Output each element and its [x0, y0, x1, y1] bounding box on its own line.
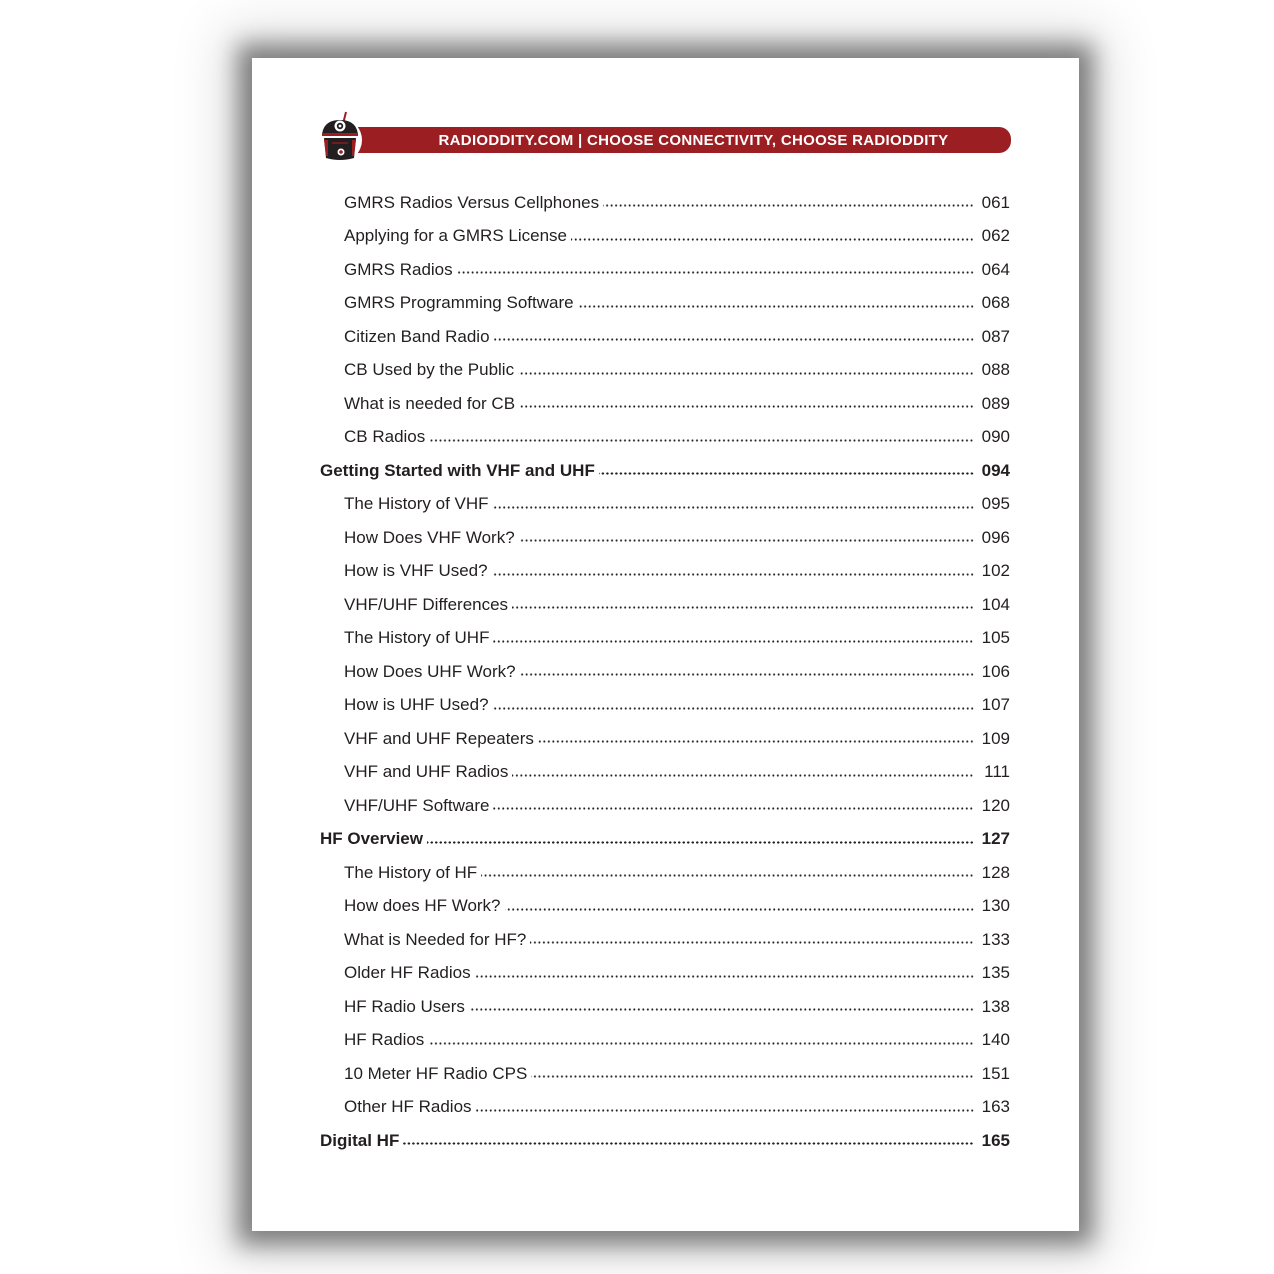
toc-entry-title: GMRS Radios — [344, 259, 453, 279]
toc-entry-title: How does HF Work? — [344, 896, 501, 916]
document-page — [252, 58, 1079, 1231]
dot-leader — [520, 673, 974, 676]
toc-section-entry[interactable] — [320, 320, 1010, 354]
dot-leader — [403, 1142, 974, 1145]
dot-leader — [457, 271, 974, 274]
toc-entry-title: GMRS Radios Versus Cellphones — [344, 192, 600, 212]
dot-leader — [505, 908, 974, 911]
toc-entry-page-number: 105 — [981, 628, 1010, 648]
dot-leader — [475, 975, 974, 978]
toc-section-entry[interactable] — [320, 253, 1010, 287]
toc-entry-title: Citizen Band Radio — [344, 326, 490, 346]
toc-section-entry[interactable] — [320, 1024, 1010, 1058]
toc-section-entry[interactable] — [320, 923, 1010, 957]
toc-section-entry[interactable] — [320, 186, 1010, 220]
toc-entry-page-number: 130 — [981, 896, 1010, 916]
toc-section-entry[interactable] — [320, 655, 1010, 689]
toc-entry-title: Older HF Radios — [344, 963, 471, 983]
toc-entry-title: HF Radio Users — [344, 996, 465, 1016]
dot-leader — [530, 941, 974, 944]
dot-leader — [469, 1008, 974, 1011]
radioddity-robot-logo-icon — [318, 110, 366, 162]
toc-section-entry[interactable] — [320, 756, 1010, 790]
toc-entry-page-number: 151 — [981, 1063, 1010, 1083]
dot-leader — [493, 807, 974, 810]
toc-entry-page-number: 090 — [981, 427, 1010, 447]
toc-section-entry[interactable] — [320, 689, 1010, 723]
toc-entry-page-number: 094 — [981, 460, 1010, 480]
toc-entry-title: How Does VHF Work? — [344, 527, 515, 547]
toc-entry-title: VHF/UHF Software — [344, 795, 490, 815]
dot-leader — [518, 372, 974, 375]
toc-entry-title: Getting Started with VHF and UHF — [320, 460, 595, 480]
dot-leader — [476, 1109, 974, 1112]
toc-entry-page-number: 107 — [981, 695, 1010, 715]
dot-leader — [538, 740, 974, 743]
toc-chapter-entry[interactable] — [320, 1124, 1010, 1158]
toc-entry-page-number: 062 — [981, 226, 1010, 246]
toc-section-entry[interactable] — [320, 354, 1010, 388]
dot-leader — [493, 707, 974, 710]
toc-entry-page-number: 106 — [981, 661, 1010, 681]
toc-entry-page-number: 165 — [981, 1130, 1010, 1150]
dot-leader — [493, 640, 974, 643]
toc-section-entry[interactable] — [320, 555, 1010, 589]
toc-section-entry[interactable] — [320, 722, 1010, 756]
dot-leader — [481, 874, 974, 877]
toc-section-entry[interactable] — [320, 287, 1010, 321]
toc-chapter-entry[interactable] — [320, 823, 1010, 857]
dot-leader — [493, 506, 974, 509]
toc-entry-title: HF Overview — [320, 829, 423, 849]
toc-entry-title: VHF and UHF Repeaters — [344, 728, 534, 748]
toc-entry-title: Applying for a GMRS License — [344, 226, 567, 246]
toc-entry-title: Digital HF — [320, 1130, 400, 1150]
toc-entry-title: VHF and UHF Radios — [344, 762, 509, 782]
toc-entry-page-number: 087 — [981, 326, 1010, 346]
toc-section-entry[interactable] — [320, 890, 1010, 924]
toc-entry-page-number: 095 — [981, 494, 1010, 514]
toc-entry-title: How Does UHF Work? — [344, 661, 516, 681]
dot-leader — [578, 305, 974, 308]
toc-section-entry[interactable] — [320, 1057, 1010, 1091]
toc-section-entry[interactable] — [320, 1091, 1010, 1125]
toc-entry-title: What is needed for CB — [344, 393, 516, 413]
toc-entry-title: Other HF Radios — [344, 1097, 472, 1117]
toc-entry-title: GMRS Programming Software — [344, 293, 574, 313]
dot-leader — [429, 439, 974, 442]
toc-entry-page-number: 102 — [981, 561, 1010, 581]
toc-entry-page-number: 111 — [984, 762, 1010, 782]
dot-leader — [494, 338, 974, 341]
dot-leader — [531, 1075, 974, 1078]
toc-entry-title: HF Radios — [344, 1030, 425, 1050]
toc-chapter-entry[interactable] — [320, 454, 1010, 488]
toc-entry-page-number: 140 — [981, 1030, 1010, 1050]
toc-entry-page-number: 109 — [981, 728, 1010, 748]
dot-leader — [571, 238, 974, 241]
toc-entry-title: CB Used by the Public — [344, 360, 515, 380]
page-header — [318, 110, 1018, 162]
toc-entry-page-number: 138 — [981, 996, 1010, 1016]
toc-entry-page-number: 089 — [981, 393, 1010, 413]
toc-entry-page-number: 120 — [981, 795, 1010, 815]
toc-entry-page-number: 061 — [981, 192, 1010, 212]
toc-entry-title: VHF/UHF Differences — [344, 594, 509, 614]
toc-entry-page-number: 163 — [981, 1097, 1010, 1117]
toc-entry-page-number: 127 — [981, 829, 1010, 849]
header-banner — [358, 127, 1011, 153]
toc-section-entry[interactable] — [320, 990, 1010, 1024]
toc-section-entry[interactable] — [320, 387, 1010, 421]
toc-entry-title: What is Needed for HF? — [344, 929, 527, 949]
banner-text: RADIODDITY.COM | CHOOSE CONNECTIVITY, CHOOSE RADIODDITY — [438, 131, 949, 149]
toc-section-entry[interactable] — [320, 488, 1010, 522]
toc-entry-title: How is VHF Used? — [344, 561, 488, 581]
toc-entry-title: How is UHF Used? — [344, 695, 489, 715]
toc-entry-page-number: 128 — [981, 862, 1010, 882]
toc-section-entry[interactable] — [320, 622, 1010, 656]
dot-leader — [603, 204, 974, 207]
dot-leader — [512, 606, 974, 609]
toc-section-entry[interactable] — [320, 220, 1010, 254]
toc-section-entry[interactable] — [320, 521, 1010, 555]
toc-section-entry[interactable] — [320, 789, 1010, 823]
dot-leader — [519, 405, 974, 408]
toc-entry-page-number: 135 — [981, 963, 1010, 983]
dot-leader — [427, 841, 974, 844]
toc-entry-title: 10 Meter HF Radio CPS — [344, 1063, 528, 1083]
toc-entry-page-number: 133 — [981, 929, 1010, 949]
toc-entry-page-number: 088 — [981, 360, 1010, 380]
dot-leader — [428, 1042, 974, 1045]
dot-leader — [512, 774, 974, 777]
toc-entry-page-number: 064 — [981, 259, 1010, 279]
toc-entry-title: The History of UHF — [344, 628, 490, 648]
toc-entry-title: CB Radios — [344, 427, 426, 447]
dot-leader — [599, 472, 974, 475]
toc-entry-page-number: 096 — [981, 527, 1010, 547]
toc-entry-page-number: 104 — [981, 594, 1010, 614]
toc-entry-title: The History of VHF — [344, 494, 489, 514]
toc-section-entry[interactable] — [320, 588, 1010, 622]
toc-section-entry[interactable] — [320, 421, 1010, 455]
toc-section-entry[interactable] — [320, 856, 1010, 890]
dot-leader — [519, 539, 974, 542]
toc-entry-title: The History of HF — [344, 862, 478, 882]
table-of-contents — [320, 186, 1010, 1158]
dot-leader — [492, 573, 974, 576]
toc-entry-page-number: 068 — [981, 293, 1010, 313]
toc-section-entry[interactable] — [320, 957, 1010, 991]
